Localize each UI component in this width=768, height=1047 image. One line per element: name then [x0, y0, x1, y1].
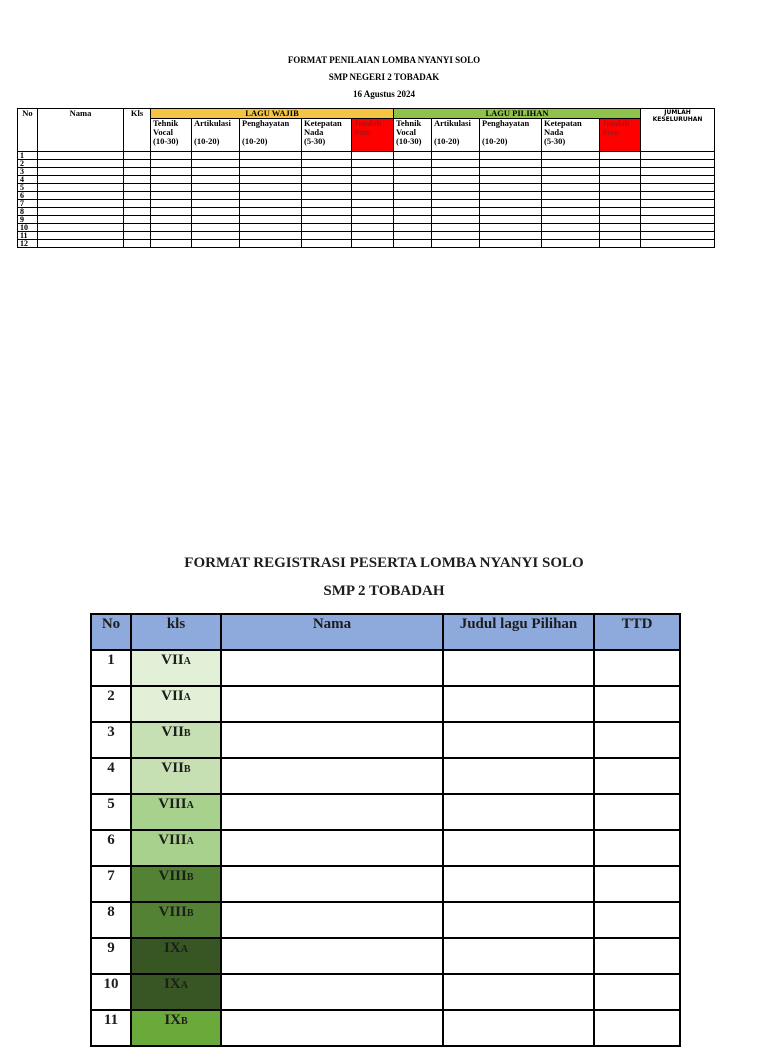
score-header-lagu-pilihan: LAGU PILIHAN: [394, 109, 641, 119]
score-form-school: SMP NEGERI 2 TOBADAK: [328, 72, 440, 82]
score-cell[interactable]: [192, 152, 240, 160]
reg-class-main: VII: [161, 724, 184, 740]
score-cell[interactable]: [432, 200, 480, 208]
reg-row-number: 3: [91, 722, 131, 758]
reg-ttd-cell[interactable]: [594, 974, 680, 1010]
score-cell[interactable]: [641, 160, 715, 168]
score-table-row: [18, 176, 715, 184]
score-cell[interactable]: [432, 160, 480, 168]
reg-class-cell: [131, 938, 221, 974]
reg-class-main: IX: [164, 976, 181, 992]
score-cell[interactable]: [192, 232, 240, 240]
score-cell[interactable]: [432, 208, 480, 216]
reg-class-main: VIII: [158, 904, 187, 920]
score-row-number: 2: [18, 160, 38, 168]
score-cell[interactable]: [302, 192, 352, 200]
score-cell[interactable]: [394, 216, 432, 224]
score-cell[interactable]: [352, 224, 394, 232]
score-cell[interactable]: [394, 200, 432, 208]
score-cell[interactable]: [352, 240, 394, 248]
score-cell[interactable]: [240, 192, 302, 200]
score-cell[interactable]: [151, 176, 192, 184]
score-row-number: 8: [18, 208, 38, 216]
reg-class-sub: B: [183, 728, 191, 739]
score-row-number: 12: [18, 240, 38, 248]
reg-class-cell: [131, 650, 221, 686]
score-table-row: [18, 224, 715, 232]
score-row-number: 1: [18, 152, 38, 160]
score-cell[interactable]: [151, 160, 192, 168]
score-cell[interactable]: [394, 176, 432, 184]
score-cell[interactable]: [192, 224, 240, 232]
score-cell[interactable]: [192, 168, 240, 176]
score-row-number: 10: [18, 224, 38, 232]
score-cell[interactable]: [38, 168, 124, 176]
registration-row: [91, 830, 680, 866]
reg-class-main: VII: [161, 760, 184, 776]
registration-school: SMP 2 TOBADAH: [323, 583, 445, 599]
score-cell[interactable]: [124, 152, 151, 160]
score-cell[interactable]: [432, 152, 480, 160]
score-cell[interactable]: [641, 208, 715, 216]
score-subheader-pilihan-0: Tehnik Vocal (10-30): [394, 119, 432, 152]
score-cell[interactable]: [641, 240, 715, 248]
score-cell[interactable]: [151, 152, 192, 160]
reg-class-cell: [131, 686, 221, 722]
score-cell[interactable]: [124, 240, 151, 248]
score-cell[interactable]: [480, 184, 542, 192]
reg-class-sub: A: [186, 800, 194, 811]
registration-row: [91, 758, 680, 794]
score-cell[interactable]: [151, 232, 192, 240]
score-cell[interactable]: [302, 200, 352, 208]
score-cell[interactable]: [641, 232, 715, 240]
reg-row-number: 7: [91, 866, 131, 902]
score-cell[interactable]: [192, 216, 240, 224]
score-table-row: [18, 208, 715, 216]
score-cell[interactable]: [600, 216, 641, 224]
score-cell[interactable]: [641, 152, 715, 160]
reg-ttd-cell[interactable]: [594, 938, 680, 974]
reg-judul-cell[interactable]: [443, 758, 594, 794]
score-cell[interactable]: [542, 208, 600, 216]
registration-row: [91, 866, 680, 902]
score-cell[interactable]: [432, 240, 480, 248]
registration-row: [91, 1010, 680, 1046]
reg-class-sub: B: [186, 908, 194, 919]
reg-judul-cell[interactable]: [443, 650, 594, 686]
score-cell[interactable]: [641, 200, 715, 208]
reg-nama-cell[interactable]: [221, 866, 443, 902]
score-cell[interactable]: [240, 216, 302, 224]
score-cell[interactable]: [432, 192, 480, 200]
score-cell[interactable]: [124, 176, 151, 184]
score-subheader-pilihan-3: Ketepatan Nada (5-30): [542, 119, 600, 152]
score-cell[interactable]: [480, 152, 542, 160]
score-cell[interactable]: [352, 216, 394, 224]
score-cell[interactable]: [394, 160, 432, 168]
reg-class-main: VII: [161, 688, 184, 704]
score-cell[interactable]: [151, 240, 192, 248]
score-cell[interactable]: [600, 152, 641, 160]
score-cell[interactable]: [124, 224, 151, 232]
score-cell[interactable]: [352, 184, 394, 192]
reg-class-sub: A: [183, 656, 191, 667]
score-cell[interactable]: [641, 176, 715, 184]
score-form-title: FORMAT PENILAIAN LOMBA NYANYI SOLO: [287, 55, 481, 65]
score-cell[interactable]: [600, 184, 641, 192]
score-cell[interactable]: [480, 176, 542, 184]
score-cell[interactable]: [38, 160, 124, 168]
score-cell[interactable]: [151, 184, 192, 192]
score-cell[interactable]: [151, 208, 192, 216]
score-row-number: 4: [18, 176, 38, 184]
reg-ttd-cell[interactable]: [594, 794, 680, 830]
reg-header-nama: Nama: [221, 614, 443, 650]
reg-class-sub: B: [181, 1016, 188, 1027]
score-subheader-pilihan-1: Artikulasi (10-20): [432, 119, 480, 152]
score-cell[interactable]: [151, 216, 192, 224]
reg-ttd-cell[interactable]: [594, 722, 680, 758]
score-table-row: [18, 168, 715, 176]
score-cell[interactable]: [38, 152, 124, 160]
reg-row-number: 2: [91, 686, 131, 722]
reg-class-cell: [131, 974, 221, 1010]
score-cell[interactable]: [302, 240, 352, 248]
reg-judul-cell[interactable]: [443, 938, 594, 974]
reg-judul-cell[interactable]: [443, 974, 594, 1010]
score-cell[interactable]: [302, 224, 352, 232]
score-subheader-pilihan-4: Jumlah Pion: [600, 119, 641, 152]
score-cell[interactable]: [352, 208, 394, 216]
reg-row-number: 10: [91, 974, 131, 1010]
score-cell[interactable]: [542, 216, 600, 224]
score-table-row: [18, 200, 715, 208]
reg-class-main: VIII: [158, 832, 187, 848]
score-cell[interactable]: [641, 184, 715, 192]
score-table-row: [18, 232, 715, 240]
reg-nama-cell[interactable]: [221, 830, 443, 866]
reg-judul-cell[interactable]: [443, 794, 594, 830]
score-cell[interactable]: [38, 192, 124, 200]
reg-ttd-cell[interactable]: [594, 686, 680, 722]
score-table-row: [18, 240, 715, 248]
score-cell[interactable]: [240, 240, 302, 248]
score-cell[interactable]: [302, 176, 352, 184]
score-cell[interactable]: [192, 176, 240, 184]
reg-ttd-cell[interactable]: [594, 1010, 680, 1046]
score-cell[interactable]: [542, 184, 600, 192]
score-cell[interactable]: [352, 200, 394, 208]
reg-judul-cell[interactable]: [443, 830, 594, 866]
reg-class-cell: [131, 902, 221, 938]
score-cell[interactable]: [240, 184, 302, 192]
score-cell[interactable]: [38, 232, 124, 240]
score-header-kls: Kls: [124, 109, 151, 152]
score-row-number: 7: [18, 200, 38, 208]
reg-nama-cell[interactable]: [221, 758, 443, 794]
score-cell[interactable]: [480, 232, 542, 240]
score-cell[interactable]: [302, 152, 352, 160]
reg-judul-cell[interactable]: [443, 722, 594, 758]
score-cell[interactable]: [480, 192, 542, 200]
registration-row: [91, 722, 680, 758]
score-cell[interactable]: [124, 216, 151, 224]
score-cell[interactable]: [542, 232, 600, 240]
score-cell[interactable]: [240, 200, 302, 208]
reg-judul-cell[interactable]: [443, 1010, 594, 1046]
reg-class-cell: [131, 722, 221, 758]
score-cell[interactable]: [302, 208, 352, 216]
score-header-jumlah-keseluruhan: JUMLAH KESELURUHAN: [641, 109, 715, 152]
score-cell[interactable]: [240, 208, 302, 216]
score-subheader-wajib-1: Artikulasi (10-20): [192, 119, 240, 152]
score-cell[interactable]: [432, 232, 480, 240]
reg-class-cell: [131, 1010, 221, 1046]
score-cell[interactable]: [192, 192, 240, 200]
reg-class-sub: A: [180, 944, 188, 955]
reg-nama-cell[interactable]: [221, 650, 443, 686]
score-cell[interactable]: [542, 160, 600, 168]
score-cell[interactable]: [600, 168, 641, 176]
score-cell[interactable]: [124, 184, 151, 192]
score-cell[interactable]: [124, 192, 151, 200]
reg-ttd-cell[interactable]: [594, 758, 680, 794]
score-table-row: [18, 192, 715, 200]
score-cell[interactable]: [432, 176, 480, 184]
score-cell[interactable]: [192, 200, 240, 208]
reg-class-sub: A: [183, 692, 191, 703]
reg-ttd-cell[interactable]: [594, 650, 680, 686]
score-cell[interactable]: [432, 168, 480, 176]
score-cell[interactable]: [394, 192, 432, 200]
score-cell[interactable]: [394, 232, 432, 240]
reg-class-cell: [131, 758, 221, 794]
score-row-number: 9: [18, 216, 38, 224]
reg-class-main: VIII: [158, 796, 187, 812]
score-subheader-wajib-4: Jumlah Poin: [352, 119, 394, 152]
reg-nama-cell[interactable]: [221, 1010, 443, 1046]
score-cell[interactable]: [432, 216, 480, 224]
score-cell[interactable]: [542, 168, 600, 176]
reg-row-number: 6: [91, 830, 131, 866]
score-header-nama: Nama: [38, 109, 124, 152]
score-cell[interactable]: [352, 176, 394, 184]
score-cell[interactable]: [542, 176, 600, 184]
reg-class-cell: [131, 830, 221, 866]
score-cell[interactable]: [432, 224, 480, 232]
score-cell[interactable]: [600, 224, 641, 232]
score-cell[interactable]: [38, 184, 124, 192]
reg-nama-cell[interactable]: [221, 938, 443, 974]
score-cell[interactable]: [600, 208, 641, 216]
score-table-row: [18, 160, 715, 168]
score-header-lagu-wajib: LAGU WAJIB: [151, 109, 394, 119]
score-cell[interactable]: [480, 208, 542, 216]
score-cell[interactable]: [352, 152, 394, 160]
reg-header-kls: kls: [131, 614, 221, 650]
score-cell[interactable]: [600, 240, 641, 248]
score-row-number: 6: [18, 192, 38, 200]
score-cell[interactable]: [600, 160, 641, 168]
reg-row-number: 11: [91, 1010, 131, 1046]
score-cell[interactable]: [38, 224, 124, 232]
score-cell[interactable]: [641, 192, 715, 200]
score-cell[interactable]: [302, 232, 352, 240]
reg-nama-cell[interactable]: [221, 722, 443, 758]
score-cell[interactable]: [302, 184, 352, 192]
score-cell[interactable]: [480, 224, 542, 232]
reg-row-number: 1: [91, 650, 131, 686]
reg-row-number: 4: [91, 758, 131, 794]
score-header-no: No: [18, 109, 38, 152]
score-cell[interactable]: [302, 168, 352, 176]
score-cell[interactable]: [394, 240, 432, 248]
score-cell[interactable]: [641, 224, 715, 232]
reg-nama-cell[interactable]: [221, 902, 443, 938]
score-cell[interactable]: [240, 224, 302, 232]
score-cell[interactable]: [394, 152, 432, 160]
registration-row: [91, 902, 680, 938]
score-cell[interactable]: [124, 200, 151, 208]
score-cell[interactable]: [240, 152, 302, 160]
registration-row: [91, 794, 680, 830]
score-cell[interactable]: [432, 184, 480, 192]
reg-row-number: 8: [91, 902, 131, 938]
score-cell[interactable]: [542, 192, 600, 200]
score-cell[interactable]: [600, 192, 641, 200]
score-cell[interactable]: [480, 216, 542, 224]
reg-class-main: VII: [161, 652, 184, 668]
registration-row: [91, 974, 680, 1010]
reg-header-no: No: [91, 614, 131, 650]
score-cell[interactable]: [542, 152, 600, 160]
score-cell[interactable]: [302, 216, 352, 224]
reg-class-sub: B: [183, 764, 191, 775]
reg-class-cell: [131, 794, 221, 830]
reg-ttd-cell[interactable]: [594, 902, 680, 938]
score-cell[interactable]: [352, 192, 394, 200]
reg-nama-cell[interactable]: [221, 794, 443, 830]
score-cell[interactable]: [394, 208, 432, 216]
score-cell[interactable]: [480, 200, 542, 208]
score-cell[interactable]: [641, 168, 715, 176]
score-cell[interactable]: [394, 184, 432, 192]
reg-judul-cell[interactable]: [443, 866, 594, 902]
score-cell[interactable]: [192, 208, 240, 216]
score-table: [17, 108, 715, 248]
score-cell[interactable]: [600, 200, 641, 208]
score-cell[interactable]: [240, 160, 302, 168]
score-cell[interactable]: [352, 160, 394, 168]
reg-class-sub: A: [180, 980, 188, 991]
score-cell[interactable]: [240, 168, 302, 176]
reg-class-main: IX: [164, 1012, 181, 1028]
reg-nama-cell[interactable]: [221, 686, 443, 722]
reg-class-sub: B: [186, 872, 194, 883]
score-cell[interactable]: [641, 216, 715, 224]
score-table-row: [18, 184, 715, 192]
score-cell[interactable]: [480, 168, 542, 176]
registration-table: [90, 613, 681, 1047]
score-cell[interactable]: [542, 200, 600, 208]
reg-class-sub: A: [186, 836, 194, 847]
score-cell[interactable]: [192, 160, 240, 168]
score-cell[interactable]: [352, 168, 394, 176]
score-cell[interactable]: [124, 208, 151, 216]
reg-ttd-cell[interactable]: [594, 830, 680, 866]
reg-header-ttd: TTD: [594, 614, 680, 650]
reg-row-number: 9: [91, 938, 131, 974]
score-cell[interactable]: [480, 240, 542, 248]
reg-row-number: 5: [91, 794, 131, 830]
reg-ttd-cell[interactable]: [594, 866, 680, 902]
reg-class-cell: [131, 866, 221, 902]
score-cell[interactable]: [394, 168, 432, 176]
reg-nama-cell[interactable]: [221, 974, 443, 1010]
score-row-number: 5: [18, 184, 38, 192]
score-cell[interactable]: [192, 184, 240, 192]
score-cell[interactable]: [151, 168, 192, 176]
reg-judul-cell[interactable]: [443, 902, 594, 938]
score-subheader-wajib-3: Ketepatan Nada (5-30): [302, 119, 352, 152]
reg-header-judul: Judul lagu Pilihan: [443, 614, 594, 650]
score-cell[interactable]: [480, 160, 542, 168]
registration-row: [91, 686, 680, 722]
reg-class-main: IX: [164, 940, 181, 956]
reg-class-main: VIII: [158, 868, 187, 884]
score-cell[interactable]: [192, 240, 240, 248]
score-table-row: [18, 152, 715, 160]
reg-judul-cell[interactable]: [443, 686, 594, 722]
score-cell[interactable]: [600, 176, 641, 184]
score-cell[interactable]: [240, 176, 302, 184]
score-cell[interactable]: [38, 208, 124, 216]
score-subheader-wajib-2: Penghayatan (10-20): [240, 119, 302, 152]
score-cell[interactable]: [38, 240, 124, 248]
score-cell[interactable]: [38, 176, 124, 184]
score-cell[interactable]: [302, 160, 352, 168]
score-cell[interactable]: [38, 216, 124, 224]
score-cell[interactable]: [151, 224, 192, 232]
score-subheader-wajib-0: Tehnik Vocal (10-30): [151, 119, 192, 152]
score-cell[interactable]: [352, 232, 394, 240]
score-cell[interactable]: [151, 200, 192, 208]
score-cell[interactable]: [124, 160, 151, 168]
score-table-row: [18, 216, 715, 224]
score-cell[interactable]: [124, 168, 151, 176]
score-row-number: 11: [18, 232, 38, 240]
registration-row: [91, 650, 680, 686]
score-subheader-pilihan-2: Penghayatan (10-20): [480, 119, 542, 152]
score-cell[interactable]: [124, 232, 151, 240]
score-cell[interactable]: [542, 224, 600, 232]
score-cell[interactable]: [240, 232, 302, 240]
score-form-date: 16 Agustus 2024: [352, 89, 415, 99]
score-row-number: 3: [18, 168, 38, 176]
score-cell[interactable]: [151, 192, 192, 200]
registration-title: FORMAT REGISTRASI PESERTA LOMBA NYANYI SOLO: [184, 555, 584, 571]
score-cell[interactable]: [38, 200, 124, 208]
score-cell[interactable]: [600, 232, 641, 240]
score-cell[interactable]: [542, 240, 600, 248]
score-cell[interactable]: [394, 224, 432, 232]
registration-row: [91, 938, 680, 974]
